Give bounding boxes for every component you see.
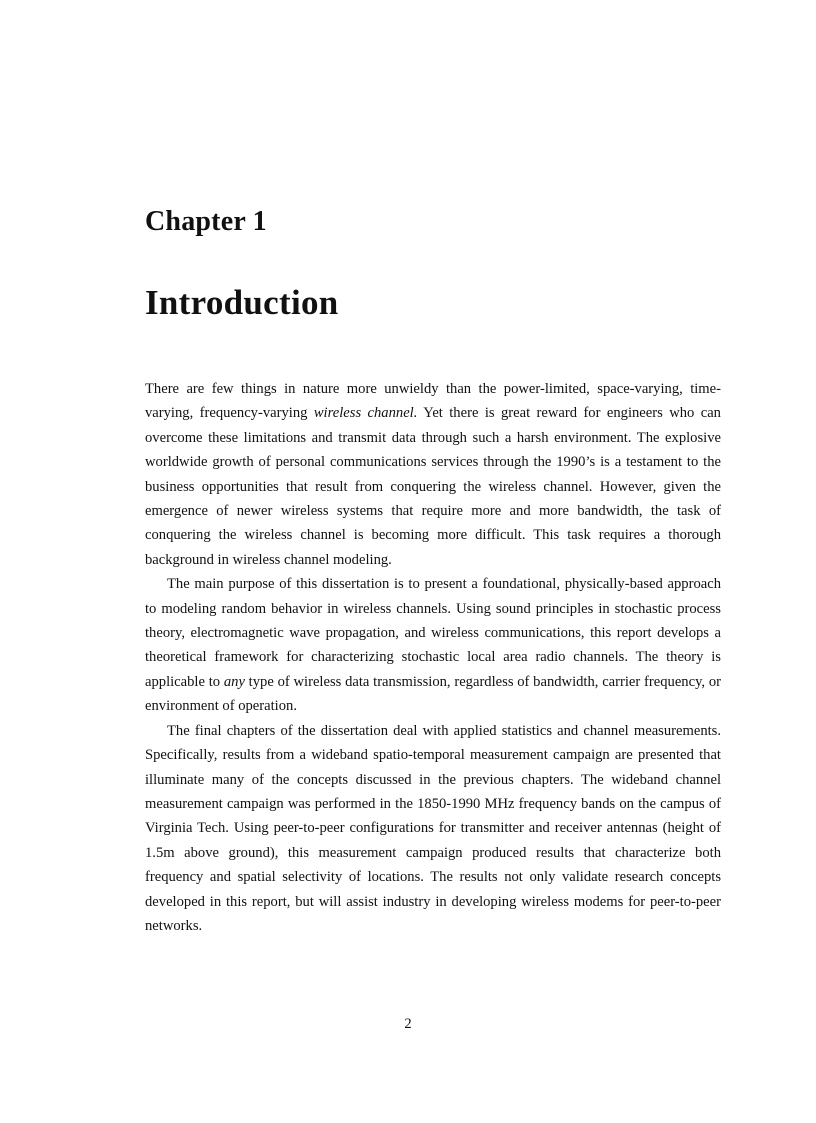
paragraph-2-text-before: The main purpose of this dissertation is to present a foundational, physically-based approach to modeling random behavior in wireless channels. Using sound principles in stochastic process theory, electromagnetic wave propagation, and wireless communications, this report develops a theoretical framework for characterizing stochastic local area radio channels. The theory is applicable to — [145, 576, 721, 690]
paragraph-1-text-after: Yet there is great reward for engineers who can overcome these limitations and transmit data through such a harsh environment. The explosive worldwide growth of personal communications services through the 1990’s is a testament to the business opportunities that result from conquering the wireless channel. However, given the emergence of newer wireless systems that require more and more bandwidth, the task of conquering the wireless channel is becoming more difficult. This task requires a thorough background in wireless channel modeling. — [145, 405, 721, 568]
paragraph-1-text-before: There are few things in nature more unwieldy than the power-limited, space-varying, time-varying, frequency-varying — [145, 381, 721, 422]
chapter-title: Introduction — [145, 283, 339, 322]
paragraph-3-text: The final chapters of the dissertation deal with applied statistics and channel measurements. Specifically, results from a wideband spatio-temporal measurement campaign are presented that illuminate many of the concepts discussed in the previous chapters. The wideband channel measurement campaign was performed in the 1850-1990 MHz frequency bands on the campus of Virginia Tech. Using peer-to-peer configurations for transmitter and receiver antennas (height of 1.5m above ground), this measurement campaign produced results that characterize both frequency and spatial selectivity of locations. The results not only validate research concepts developed in this report, but will assist industry in developing wireless modems for peer-to-peer networks. — [145, 722, 721, 934]
paragraph-3 — [145, 719, 721, 939]
body-text — [145, 377, 721, 938]
chapter-label: Chapter 1 — [145, 206, 267, 237]
page-number: 2 — [404, 1016, 412, 1032]
paragraph-1-emphasis: wireless channel. — [313, 405, 418, 422]
paragraph-2-text-after: type of wireless data transmission, regardless of bandwidth, carrier frequency, or environment of operation. — [145, 673, 721, 715]
paragraph-2-emphasis: any — [223, 673, 245, 690]
paragraph-1 — [145, 377, 721, 572]
paragraph-2 — [145, 572, 721, 718]
